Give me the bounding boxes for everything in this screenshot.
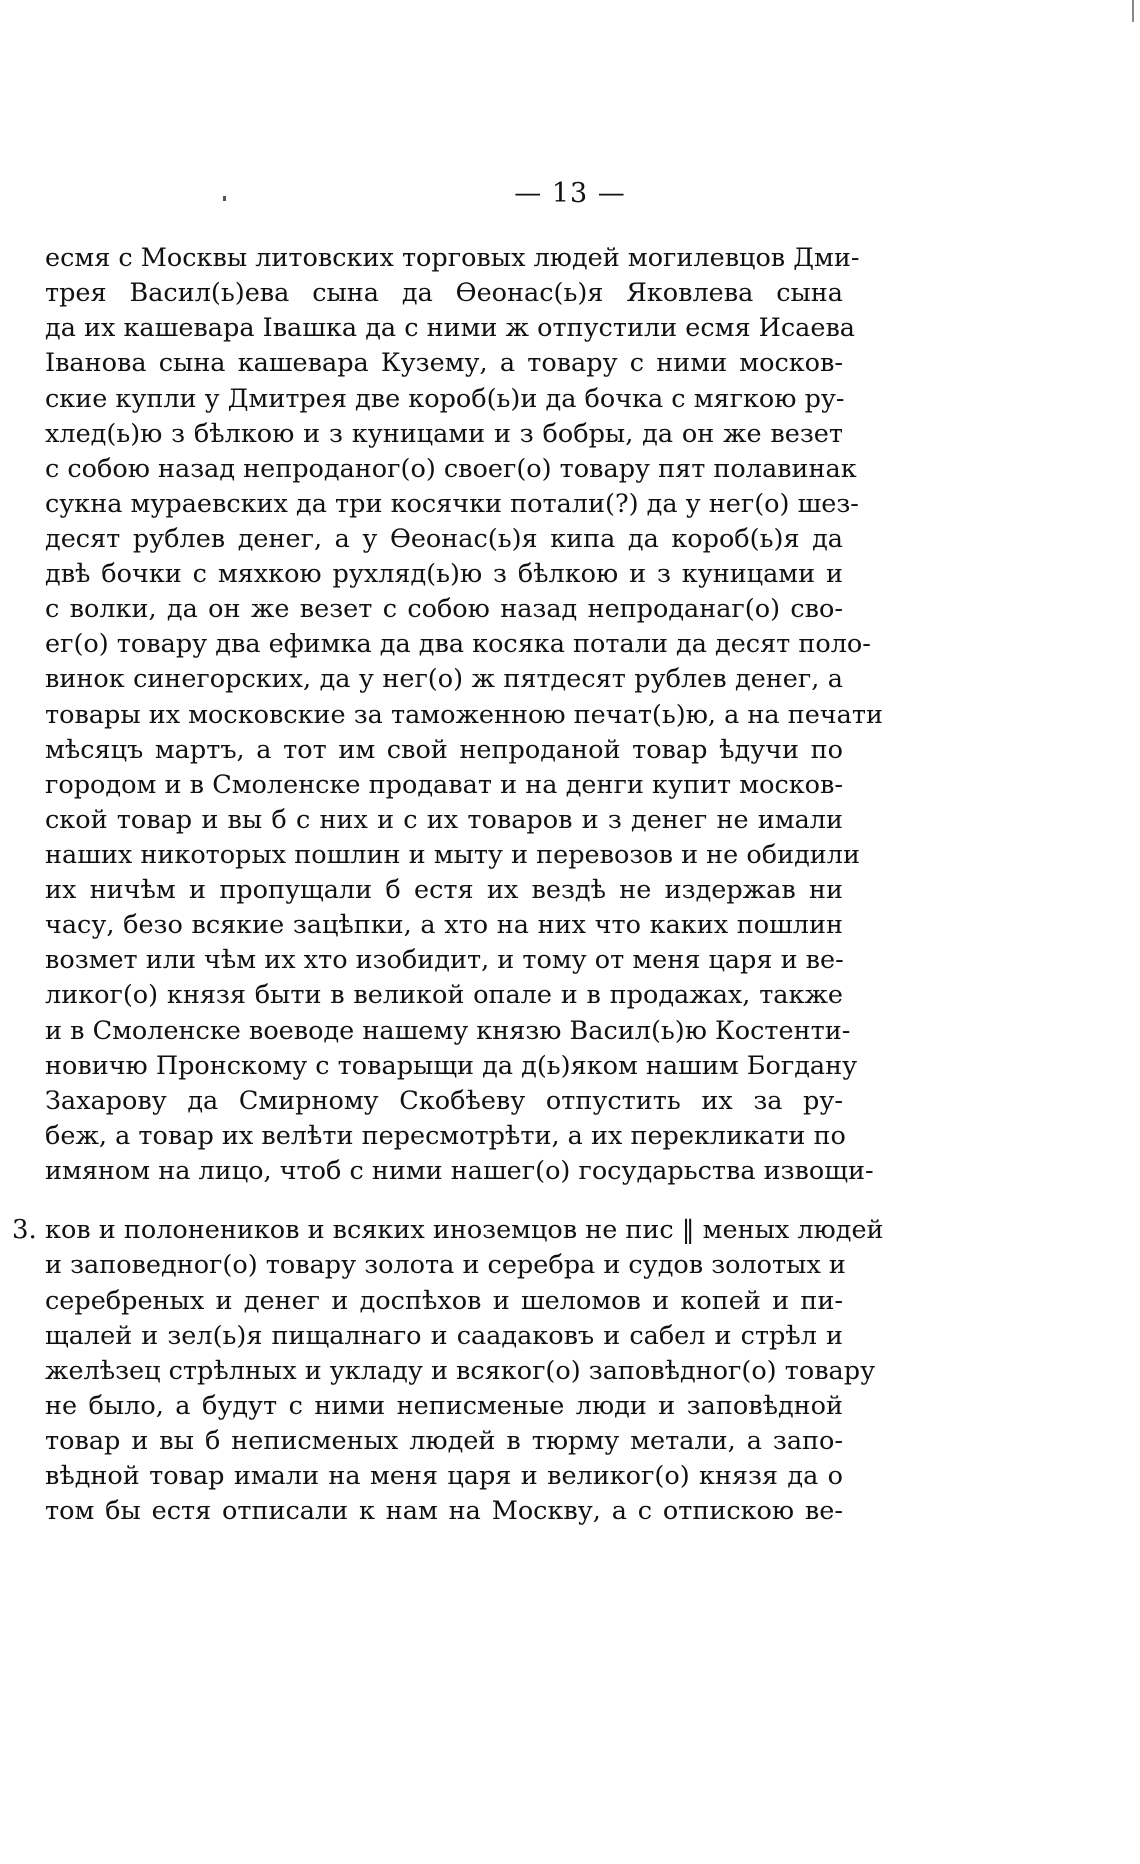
text-line: мѣсяцъ мартъ, а тот им свой непроданой товар ѣдучи по (45, 735, 843, 765)
text-line: ские купли у Дмитрея две короб(ь)и да бочка с мягкою ру- (45, 384, 845, 414)
text-line: с волки, да он же везет с собою назад непроданаг(о) сво- (45, 594, 843, 624)
text-line: том бы естя отписали к нам на Москву, а с отпискою ве- (45, 1496, 843, 1526)
text-line: ской товар и вы б с них и с их товаров и з денег не имали (45, 805, 843, 835)
text-line: имяном на лицо, чтоб с ними нашег(о) государьства извощи- (45, 1156, 874, 1186)
text-line: Захарову да Смирному Скобѣеву отпустить их за ру- (45, 1086, 843, 1116)
text-line: двѣ бочки с мяхкою рухляд(ь)ю з бѣлкою и з куницами и (45, 559, 843, 589)
text-line: товары их московские за таможенною печат(ь)ю, а на печати (45, 700, 883, 730)
text-line: десят рублев денег, а у Өеонас(ь)я кипа да короб(ь)я да (45, 524, 843, 554)
text-line: трея Васил(ь)ева сына да Өеонас(ь)я Яковлева сына (45, 278, 843, 308)
text-line: ков и полонеников и всяких иноземцов не пис ‖ меных людей (45, 1215, 884, 1245)
text-line: не было, а будут с ними неписменые люди и заповѣдной (45, 1391, 843, 1421)
text-line: товар и вы б неписменых людей в тюрму метали, а запо- (45, 1426, 843, 1456)
text-line: щалей и зел(ь)я пищалнаго и саадаковъ и сабел и стрѣл и (45, 1321, 843, 1351)
text-line: ликог(о) князя быти в великой опале и в продажах, также (45, 980, 843, 1010)
text-line: серебреных и денег и доспѣхов и шеломов и копей и пи- (45, 1286, 843, 1316)
text-line: их ничѣм и пропущали б естя их вездѣ не издержав ни (45, 875, 843, 905)
text-line: городом и в Смоленске продават и на денги купит москов- (45, 770, 843, 800)
page-number: — 13 — (514, 178, 626, 209)
text-line: Іванова сына кашевара Кузему, а товару с ними москов- (45, 348, 843, 378)
text-line: сукна мураевских да три косячки потали(?) да у нег(о) шез- (45, 489, 859, 519)
text-line: желѣзец стрѣлных и укладу и всяког(о) заповѣдног(о) товару (45, 1356, 876, 1386)
text-line: наших никоторых пошлин и мыту и перевозов и не обидили (45, 840, 860, 870)
text-line: и в Смоленске воеводе нашему князю Васил(ь)ю Костенти- (45, 1016, 851, 1046)
text-line: ег(о) товару два ефимка да два косяка потали да десят поло- (45, 629, 871, 659)
text-line: возмет или чѣм их хто изобидит, и тому от меня царя и ве- (45, 945, 844, 975)
text-line: новичю Пронскому с товарыщи да д(ь)яком нашим Богдану (45, 1051, 858, 1081)
text-line: с собою назад непроданог(о) своег(о) товару пят полавинак (45, 454, 857, 484)
text-line: есмя с Москвы литовских торговых людей могилевцов Дми- (45, 243, 860, 273)
text-line: винок синегорских, да у нег(о) ж пятдесят рублев денег, а (45, 664, 843, 694)
text-line: часу, безо всякие зацѣпки, а хто на них что каких пошлин (45, 910, 843, 940)
text-line: и заповедног(о) товару золота и серебра и судов золотых и (45, 1250, 846, 1280)
text-line: хлед(ь)ю з бѣлкою и з куницами и з бобры, да он же везет (45, 419, 843, 449)
text-line: беж, а товар их велѣти пересмотрѣти, а их перекликати по (45, 1121, 846, 1151)
text-line: да их кашевара Івашка да с ними ж отпустили есмя Исаева (45, 313, 856, 343)
margin-number: 3. (12, 1215, 37, 1245)
text-line: вѣдной товар имали на меня царя и великог(о) князя да о (45, 1461, 843, 1491)
